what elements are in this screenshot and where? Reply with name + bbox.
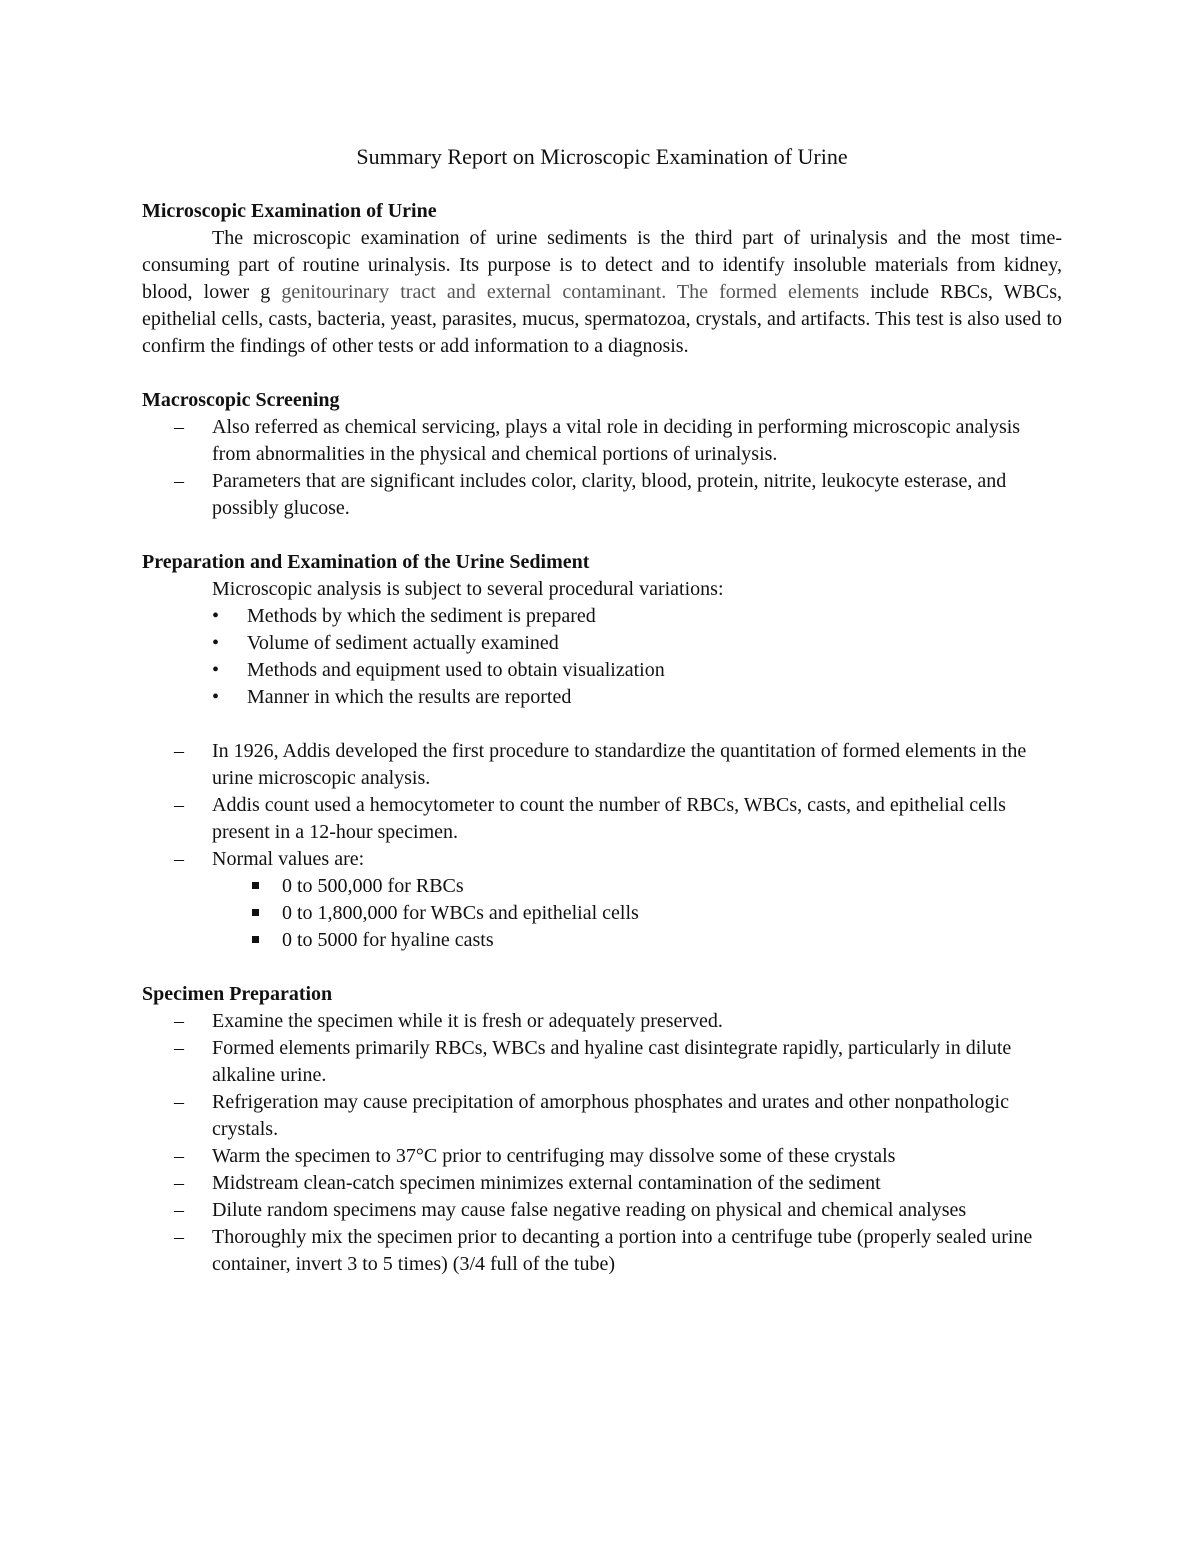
list-item: – Midstream clean-catch specimen minimizes external contamination of the sediment	[142, 1170, 1062, 1197]
list-item: – Parameters that are significant includes color, clarity, blood, protein, nitrite, leukocyte esterase, and possibly glucose.	[142, 468, 1062, 522]
list-item: – Formed elements primarily RBCs, WBCs and hyaline cast disintegrate rapidly, particularly in dilute alkaline urine.	[142, 1035, 1062, 1089]
paragraph-text: include RBCs, WBCs, epithelial cells, casts, bacteria, yeast, parasites, mucus, spermatozoa, crystals, and artifacts. This test is also used to confirm the findings of other tests or add information to a diagnosis.	[142, 281, 1063, 357]
list-item: 0 to 500,000 for RBCs	[142, 873, 1062, 900]
bullet-list	[142, 603, 1062, 711]
list-item: – Addis count used a hemocytometer to count the number of RBCs, WBCs, casts, and epithelial cells present in a 12-hour specimen.	[142, 792, 1062, 846]
section-macroscopic	[142, 387, 1062, 522]
section-heading: Preparation and Examination of the Urine Sediment	[142, 551, 590, 573]
section-specimen	[142, 981, 1062, 1278]
dash-list	[142, 1008, 1062, 1278]
section-paragraph	[142, 225, 1062, 360]
document-title: Summary Report on Microscopic Examination of Urine	[356, 144, 848, 169]
square-bullet-list	[142, 873, 1062, 954]
list-item: – Refrigeration may cause precipitation of amorphous phosphates and urates and other nonpathologic crystals.	[142, 1089, 1062, 1143]
section-intro: Microscopic analysis is subject to several procedural variations:	[212, 578, 724, 600]
list-item: – Thoroughly mix the specimen prior to decanting a portion into a centrifuge tube (properly sealed urine container, invert 3 to 5 times) (3/4 full of the tube)	[142, 1224, 1062, 1278]
section-heading: Macroscopic Screening	[142, 389, 340, 411]
list-item: – Examine the specimen while it is fresh or adequately preserved.	[142, 1008, 1062, 1035]
section-preparation	[142, 549, 1062, 954]
list-item: 0 to 5000 for hyaline casts	[142, 927, 1062, 954]
paragraph-text-muted: genitourinary tract and external contaminant. The formed elements	[281, 281, 860, 303]
list-item: – Dilute random specimens may cause false negative reading on physical and chemical analyses	[142, 1197, 1062, 1224]
list-item: – Also referred as chemical servicing, plays a vital role in deciding in performing microscopic analysis from abnormalities in the physical and chemical portions of urinalysis.	[142, 414, 1062, 468]
list-item: – In 1926, Addis developed the first procedure to standardize the quantitation of formed elements in the urine microscopic analysis.	[142, 738, 1062, 792]
dash-list	[142, 414, 1062, 522]
section-microscopic	[142, 198, 1062, 360]
list-item: • Methods by which the sediment is prepared	[142, 603, 1062, 630]
list-item: • Manner in which the results are reported	[142, 684, 1062, 711]
list-item: • Methods and equipment used to obtain visualization	[142, 657, 1062, 684]
paragraph-text: The microscopic examination of urine sediments is the third part of urinalysis and the most time-consuming part of routine urinalysis. Its purpose is to detect and to identify insoluble materials from kidney, blood, lower g	[142, 227, 1062, 303]
dash-list	[142, 738, 1062, 873]
section-heading: Specimen Preparation	[142, 983, 333, 1005]
document-page	[142, 142, 1062, 1278]
list-item: • Volume of sediment actually examined	[142, 630, 1062, 657]
list-item: – Warm the specimen to 37°C prior to centrifuging may dissolve some of these crystals	[142, 1143, 1062, 1170]
list-item: – Normal values are:	[142, 846, 1062, 873]
section-heading: Microscopic Examination of Urine	[142, 200, 437, 222]
list-item: 0 to 1,800,000 for WBCs and epithelial cells	[142, 900, 1062, 927]
